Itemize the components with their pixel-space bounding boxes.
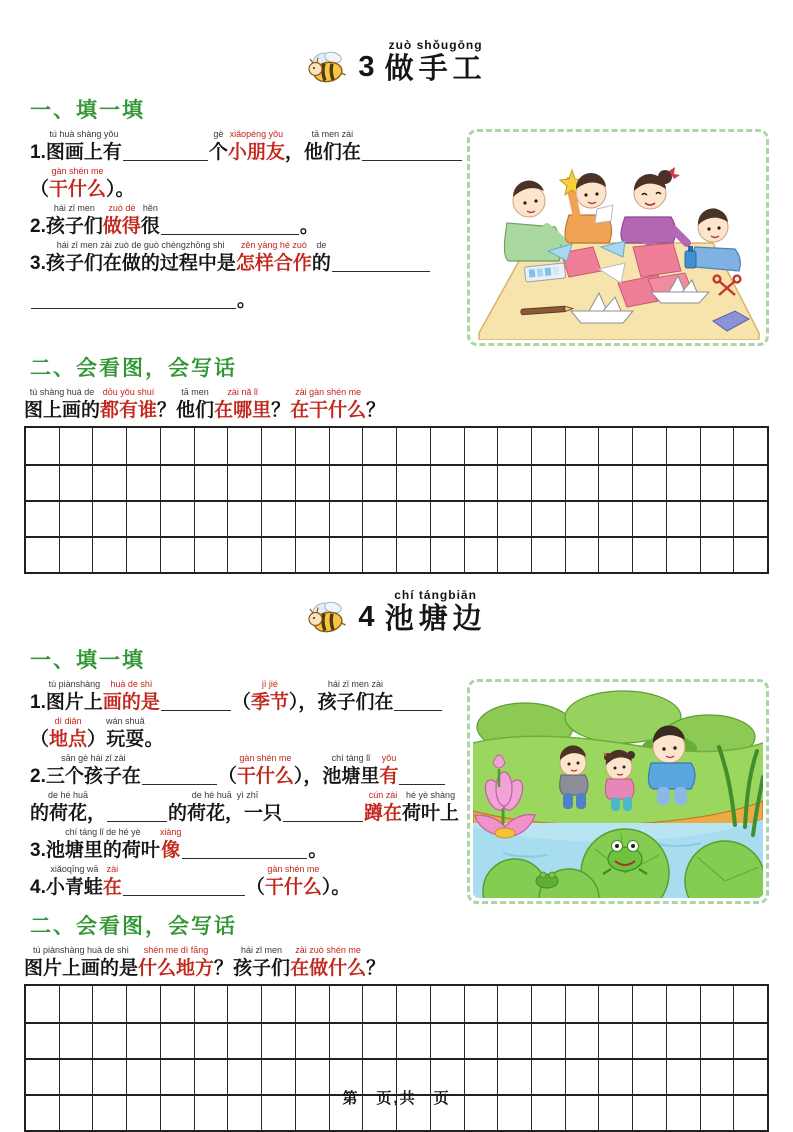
- writing-cell[interactable]: [700, 466, 734, 500]
- writing-cell[interactable]: [329, 1024, 363, 1058]
- grid-row: [26, 536, 767, 572]
- lesson-title-pinyin: chí tángbiān: [394, 588, 477, 602]
- writing-cell[interactable]: [26, 1024, 59, 1058]
- writing-cell[interactable]: [160, 538, 194, 572]
- question-segment: sān gè hái zǐ zài 三个孩子在: [45, 753, 141, 787]
- page-footer: 第 页,共 页: [342, 1090, 451, 1107]
- question-segment: 2.: [30, 766, 46, 787]
- writing-cell[interactable]: [261, 986, 295, 1022]
- question-line: [30, 716, 457, 752]
- question-segment: wán shuǎ 玩耍: [106, 716, 145, 750]
- question-segment: ）。: [321, 877, 351, 898]
- writing-cell[interactable]: [329, 502, 363, 536]
- writing-cell[interactable]: [565, 502, 599, 536]
- writing-cell[interactable]: [92, 466, 126, 500]
- writing-cell[interactable]: [59, 538, 93, 572]
- writing-cell[interactable]: [396, 986, 430, 1022]
- writing-cell[interactable]: [126, 538, 160, 572]
- write-section-heading: 二、会看图，会写话: [30, 357, 237, 380]
- question-segment: gè 个: [208, 129, 228, 163]
- writing-cell[interactable]: [261, 538, 295, 572]
- writing-cell[interactable]: [26, 986, 59, 1022]
- writing-cell[interactable]: [565, 538, 599, 572]
- writing-cell[interactable]: [126, 986, 160, 1022]
- lesson-title-pinyin: zuò shǒugōng: [388, 38, 483, 52]
- writing-cell[interactable]: [92, 538, 126, 572]
- writing-cell[interactable]: [261, 502, 295, 536]
- writing-cell[interactable]: [194, 1024, 228, 1058]
- question-segment: ？: [214, 958, 234, 979]
- writing-cell[interactable]: [396, 502, 430, 536]
- question-segment: dōu yǒu shuí 都有谁: [100, 387, 158, 421]
- writing-cell[interactable]: [227, 986, 261, 1022]
- question-segment: tú piànshàng 图片上: [45, 679, 103, 713]
- writing-cell[interactable]: [194, 428, 228, 464]
- question-segment: ）: [87, 729, 107, 750]
- question-segment: （: [30, 729, 50, 750]
- writing-cell[interactable]: [126, 466, 160, 500]
- question-segment: dì diǎn 地点: [49, 716, 88, 750]
- question-segment: ），: [293, 766, 323, 787]
- lesson-number: 4: [358, 601, 375, 633]
- writing-cell[interactable]: [295, 466, 329, 500]
- writing-cell[interactable]: [632, 986, 666, 1022]
- grid-row: [26, 464, 767, 500]
- writing-cell[interactable]: [531, 538, 565, 572]
- question-line: [30, 129, 457, 165]
- writing-cell[interactable]: [160, 466, 194, 500]
- writing-cell[interactable]: [126, 428, 160, 464]
- writing-cell[interactable]: [598, 428, 632, 464]
- question-segment: 3.: [30, 253, 46, 274]
- answer-blank[interactable]: [394, 707, 442, 711]
- writing-cell[interactable]: [632, 428, 666, 464]
- writing-cell[interactable]: [26, 502, 59, 536]
- writing-cell[interactable]: [598, 1024, 632, 1058]
- writing-cell[interactable]: [531, 466, 565, 500]
- answer-blank[interactable]: [31, 305, 236, 309]
- question-segment: hái zǐ men 孩子们: [45, 203, 103, 237]
- question-segment: gàn shén me 干什么: [236, 753, 294, 787]
- question-segment: hé yè shàng 荷叶上: [402, 790, 460, 824]
- question-line: [30, 753, 457, 789]
- question-segment: cún zài 蹲在: [364, 790, 403, 824]
- question-segment: 。: [299, 216, 319, 237]
- question-segment: shén me dì fāng 什么地方: [138, 945, 215, 979]
- writing-cell[interactable]: [430, 538, 464, 572]
- writing-cell[interactable]: [733, 1024, 767, 1058]
- writing-cell[interactable]: [700, 986, 734, 1022]
- answer-blank[interactable]: [362, 157, 462, 161]
- writing-cell[interactable]: [126, 502, 160, 536]
- question-segment: 。: [237, 290, 257, 311]
- writing-cell[interactable]: [565, 428, 599, 464]
- writing-cell[interactable]: [59, 986, 93, 1022]
- crafts-illustration: [467, 129, 769, 346]
- writing-cell[interactable]: [733, 466, 767, 500]
- writing-cell[interactable]: [396, 466, 430, 500]
- answer-blank[interactable]: [142, 781, 217, 785]
- lesson-section-3: [24, 38, 769, 574]
- question-segment: tú huà shàng yǒu 图画上有: [45, 129, 122, 163]
- writing-cell[interactable]: [666, 986, 700, 1022]
- writing-cell[interactable]: [598, 986, 632, 1022]
- writing-cell[interactable]: [362, 1024, 396, 1058]
- question-segment: chí táng lǐ de hé yè 池塘里的荷叶: [45, 827, 160, 861]
- lesson-3-title: [24, 38, 769, 86]
- writing-cell[interactable]: [92, 986, 126, 1022]
- writing-cell[interactable]: [227, 538, 261, 572]
- writing-cell[interactable]: [59, 502, 93, 536]
- question-segment: zài 在: [102, 864, 122, 898]
- writing-cell[interactable]: [531, 986, 565, 1022]
- writing-cell[interactable]: [396, 428, 430, 464]
- answer-blank[interactable]: [161, 231, 299, 235]
- write-section-heading: 二、会看图，会写话: [30, 915, 237, 938]
- writing-cell[interactable]: [59, 1024, 93, 1058]
- question-segment: ？: [271, 400, 291, 421]
- writing-cell[interactable]: [632, 1024, 666, 1058]
- writing-cell[interactable]: [497, 502, 531, 536]
- question-segment: hěn 很: [140, 203, 160, 237]
- writing-grid: [24, 984, 769, 1132]
- writing-cell[interactable]: [565, 986, 599, 1022]
- lesson-4-title: [24, 588, 769, 636]
- question-segment: de hé huā yì zhī 的荷花，一只: [168, 790, 283, 824]
- writing-cell[interactable]: [362, 538, 396, 572]
- writing-cell[interactable]: [497, 1024, 531, 1058]
- question-line: [30, 679, 457, 715]
- question-line: [30, 827, 457, 863]
- writing-cell[interactable]: [295, 986, 329, 1022]
- answer-blank[interactable]: [399, 781, 445, 785]
- question-segment: de 的: [311, 240, 331, 274]
- writing-cell[interactable]: [733, 502, 767, 536]
- question-segment: xiàng 像: [159, 827, 182, 861]
- writing-cell[interactable]: [194, 466, 228, 500]
- question-segment: ？: [366, 958, 386, 979]
- writing-cell[interactable]: [700, 428, 734, 464]
- question-segment: zěn yàng hé zuò 怎样合作: [235, 240, 312, 274]
- question-line: [30, 203, 457, 239]
- question-segment: tā men zài 他们在: [303, 129, 361, 163]
- writing-cell[interactable]: [329, 538, 363, 572]
- question-segment: 1.: [30, 142, 46, 163]
- writing-cell[interactable]: [632, 502, 666, 536]
- question-segment: de hé huā 的荷花，: [30, 790, 107, 824]
- question-segment: ？: [157, 400, 177, 421]
- question-segment: chí táng lǐ 池塘里: [322, 753, 380, 787]
- writing-cell[interactable]: [261, 428, 295, 464]
- writing-cell[interactable]: [227, 1024, 261, 1058]
- writing-cell[interactable]: [92, 428, 126, 464]
- writing-cell[interactable]: [430, 502, 464, 536]
- question-segment: ）。: [106, 179, 135, 200]
- pond-illustration: [467, 679, 769, 904]
- writing-cell[interactable]: [261, 466, 295, 500]
- question-segment: （: [217, 766, 237, 787]
- writing-cell[interactable]: [430, 1024, 464, 1058]
- question-segment: yǒu 有: [379, 753, 399, 787]
- lesson-title-text: 池塘边: [384, 603, 487, 635]
- question-segment: 。: [308, 840, 328, 861]
- writing-cell[interactable]: [733, 428, 767, 464]
- grid-row: [26, 428, 767, 464]
- question-segment: （: [30, 179, 50, 200]
- question-line: [30, 166, 457, 202]
- writing-cell[interactable]: [464, 986, 498, 1022]
- writing-grid: [24, 426, 769, 574]
- question-line: [30, 277, 457, 313]
- writing-cell[interactable]: [26, 538, 59, 572]
- fill-section-heading: 一、填一填: [30, 649, 145, 672]
- question-segment: ），: [288, 692, 318, 713]
- writing-cell[interactable]: [295, 538, 329, 572]
- writing-cell[interactable]: [464, 466, 498, 500]
- writing-cell[interactable]: [464, 428, 498, 464]
- writing-cell[interactable]: [194, 986, 228, 1022]
- writing-cell[interactable]: [700, 502, 734, 536]
- writing-cell[interactable]: [362, 466, 396, 500]
- question-line: [30, 240, 457, 276]
- grid-row: [26, 986, 767, 1022]
- writing-cell[interactable]: [92, 502, 126, 536]
- writing-cell[interactable]: [430, 986, 464, 1022]
- writing-cell[interactable]: [497, 986, 531, 1022]
- lesson-number: 3: [358, 51, 375, 83]
- answer-blank[interactable]: [123, 892, 245, 896]
- question-segment: （: [245, 877, 265, 898]
- writing-cell[interactable]: [194, 502, 228, 536]
- write-prompt: [24, 945, 769, 981]
- writing-cell[interactable]: [598, 502, 632, 536]
- answer-blank[interactable]: [283, 818, 363, 822]
- question-segment: 1.: [30, 692, 46, 713]
- writing-cell[interactable]: [430, 428, 464, 464]
- question-segment: 3.: [30, 840, 46, 861]
- writing-cell[interactable]: [464, 502, 498, 536]
- writing-cell[interactable]: [26, 466, 59, 500]
- writing-cell[interactable]: [160, 1024, 194, 1058]
- writing-cell[interactable]: [733, 986, 767, 1022]
- writing-cell[interactable]: [531, 428, 565, 464]
- bee-icon: [306, 50, 348, 86]
- question-segment: tā men 他们: [176, 387, 215, 421]
- writing-cell[interactable]: [362, 428, 396, 464]
- question-segment: zài nǎ lǐ 在哪里: [214, 387, 272, 421]
- writing-cell[interactable]: [464, 1024, 498, 1058]
- writing-cell[interactable]: [531, 502, 565, 536]
- question-segment: 4.: [30, 877, 46, 898]
- writing-cell[interactable]: [700, 538, 734, 572]
- writing-cell[interactable]: [531, 1024, 565, 1058]
- question-segment: xiǎoqīng wā 小青蛙: [45, 864, 103, 898]
- writing-cell[interactable]: [666, 538, 700, 572]
- question-segment: jì jié 季节: [250, 679, 289, 713]
- writing-cell[interactable]: [126, 1024, 160, 1058]
- writing-cell[interactable]: [329, 466, 363, 500]
- writing-cell[interactable]: [497, 466, 531, 500]
- writing-cell[interactable]: [362, 502, 396, 536]
- writing-cell[interactable]: [295, 1024, 329, 1058]
- question-line: [30, 790, 460, 826]
- write-prompt: [24, 387, 769, 423]
- lesson-title-text: 做手工: [384, 53, 487, 85]
- grid-row: [26, 500, 767, 536]
- writing-cell[interactable]: [26, 428, 59, 464]
- question-segment: hái zǐ men 孩子们: [233, 945, 291, 979]
- bee-icon: [306, 600, 348, 636]
- answer-blank[interactable]: [332, 268, 430, 272]
- fill-questions: [24, 679, 460, 901]
- writing-cell[interactable]: [632, 538, 666, 572]
- writing-cell[interactable]: [59, 428, 93, 464]
- writing-cell[interactable]: [362, 986, 396, 1022]
- writing-cell[interactable]: [396, 538, 430, 572]
- writing-cell[interactable]: [160, 986, 194, 1022]
- question-segment: tú piànshàng huà de shì 图片上画的是: [24, 945, 139, 979]
- writing-cell[interactable]: [598, 538, 632, 572]
- writing-cell[interactable]: [329, 428, 363, 464]
- question-segment: 2.: [30, 216, 46, 237]
- writing-cell[interactable]: [666, 428, 700, 464]
- writing-cell[interactable]: [227, 502, 261, 536]
- writing-cell[interactable]: [329, 986, 363, 1022]
- writing-cell[interactable]: [430, 466, 464, 500]
- question-segment: （: [231, 692, 251, 713]
- writing-cell[interactable]: [160, 502, 194, 536]
- writing-cell[interactable]: [497, 538, 531, 572]
- writing-cell[interactable]: [666, 502, 700, 536]
- writing-cell[interactable]: [59, 466, 93, 500]
- question-segment: 。: [144, 729, 164, 750]
- question-segment: zài zuò shén me 在做什么: [290, 945, 367, 979]
- question-segment: huà de shì 画的是: [102, 679, 160, 713]
- writing-cell[interactable]: [565, 1024, 599, 1058]
- writing-cell[interactable]: [396, 1024, 430, 1058]
- fill-section-heading: 一、填一填: [30, 99, 145, 122]
- writing-cell[interactable]: [666, 1024, 700, 1058]
- writing-cell[interactable]: [227, 466, 261, 500]
- answer-blank[interactable]: [123, 157, 208, 161]
- writing-cell[interactable]: [261, 1024, 295, 1058]
- question-segment: ，: [284, 142, 304, 163]
- writing-cell[interactable]: [565, 466, 599, 500]
- writing-cell[interactable]: [733, 538, 767, 572]
- question-segment: zuò dé 做得: [102, 203, 141, 237]
- writing-cell[interactable]: [227, 428, 261, 464]
- writing-cell[interactable]: [700, 1024, 734, 1058]
- writing-cell[interactable]: [666, 466, 700, 500]
- writing-cell[interactable]: [295, 428, 329, 464]
- writing-cell[interactable]: [295, 502, 329, 536]
- lesson-section-4: [24, 588, 769, 1132]
- question-segment: hái zǐ men zài zuò de guò chéngzhōng shì 孩子们在做的过程中是: [45, 240, 236, 274]
- question-segment: zài gàn shén me 在干什么: [290, 387, 367, 421]
- question-segment: ？: [366, 400, 386, 421]
- question-segment: xiǎopéng yǒu 小朋友: [227, 129, 285, 163]
- writing-cell[interactable]: [598, 466, 632, 500]
- question-line: [30, 864, 457, 900]
- fill-questions: [24, 129, 457, 314]
- answer-blank[interactable]: [182, 855, 307, 859]
- writing-cell[interactable]: [497, 428, 531, 464]
- writing-cell[interactable]: [464, 538, 498, 572]
- question-segment: tú shàng huà de 图上画的: [24, 387, 101, 421]
- question-segment: gàn shén me 干什么: [49, 166, 107, 200]
- question-segment: hái zǐ men zài 孩子们在: [317, 679, 394, 713]
- writing-cell[interactable]: [92, 1024, 126, 1058]
- answer-blank[interactable]: [107, 818, 167, 822]
- question-segment: gàn shén me 干什么: [264, 864, 322, 898]
- writing-cell[interactable]: [632, 466, 666, 500]
- writing-cell[interactable]: [160, 428, 194, 464]
- grid-row: [26, 1022, 767, 1058]
- answer-blank[interactable]: [161, 707, 231, 711]
- writing-cell[interactable]: [194, 538, 228, 572]
